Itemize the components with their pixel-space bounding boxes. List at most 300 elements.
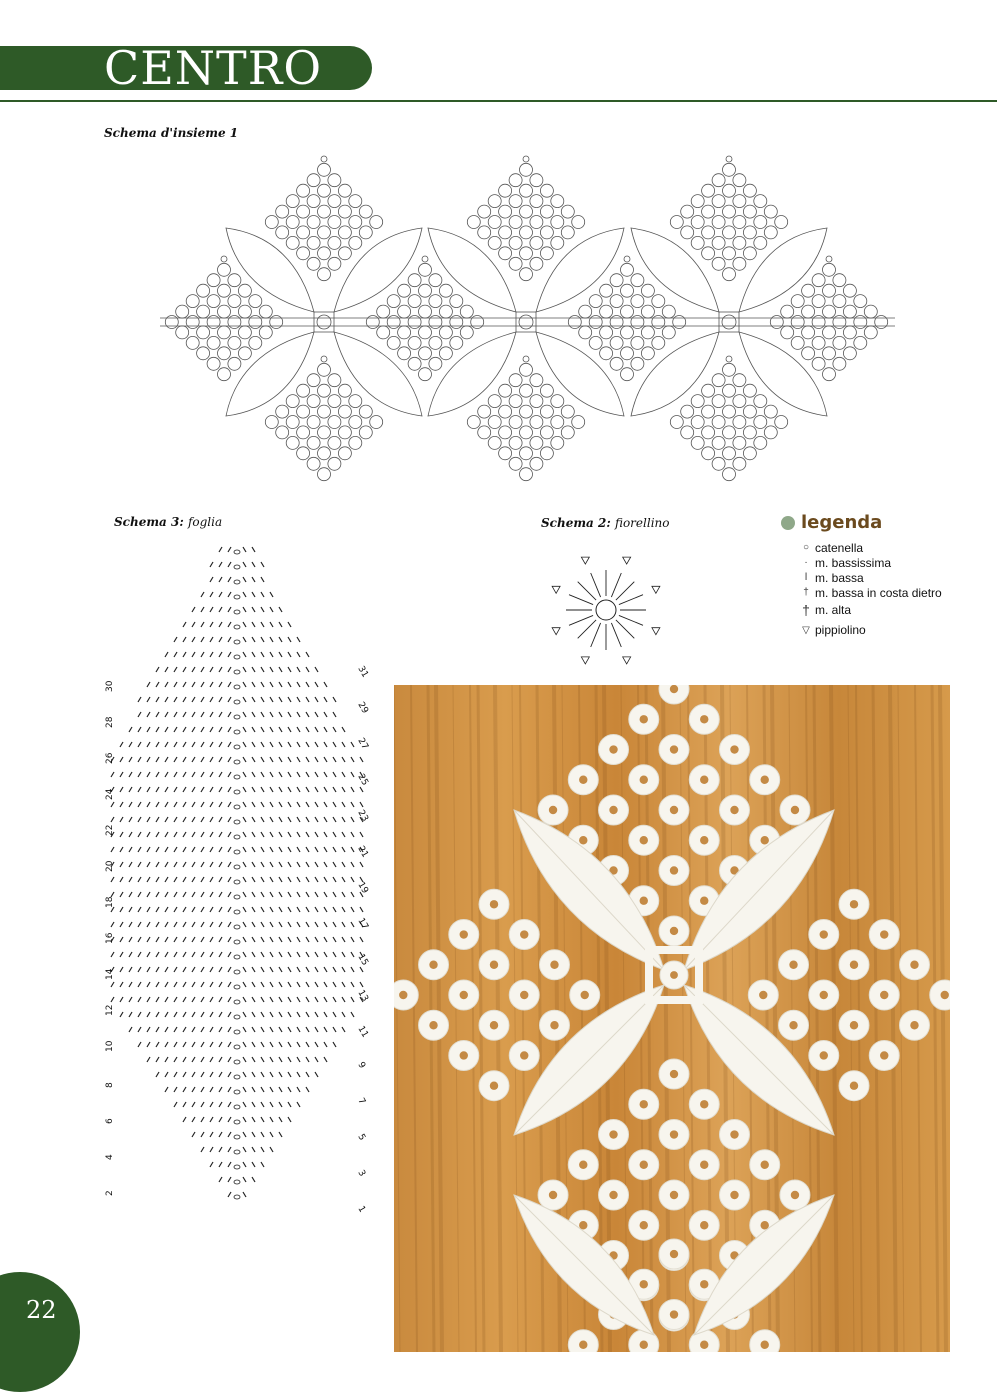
leaf-stitch	[342, 832, 345, 837]
leaf-stitch	[210, 727, 213, 732]
leaf-stitch	[279, 757, 282, 762]
leaf-stitch	[243, 682, 246, 687]
leaf-stitch	[288, 637, 291, 642]
leaf-stitch	[270, 877, 273, 882]
leaf-stitch	[228, 982, 231, 987]
leaf-stitch	[288, 1012, 291, 1017]
leaf-stitch	[210, 1102, 213, 1107]
leaf-stitch	[270, 652, 273, 657]
leaf-stitch	[120, 907, 123, 912]
leaf-stitch	[147, 697, 150, 702]
leaf-chain	[234, 880, 240, 884]
short-bar-icon: ǀ	[804, 572, 808, 583]
leaf-stitch	[120, 952, 123, 957]
leaf-row-number-right: 31	[355, 664, 370, 680]
leaf-stitch	[342, 817, 345, 822]
leaf-stitch	[315, 1072, 318, 1077]
leaf-stitch	[270, 1027, 273, 1032]
leaf-stitch	[306, 997, 309, 1002]
leaf-stitch	[228, 1087, 231, 1092]
leaf-stitch	[288, 667, 291, 672]
leaf-stitch	[147, 922, 150, 927]
leaf-stitch	[360, 802, 363, 807]
legend-title-text: legenda	[801, 512, 883, 533]
lace-flower-hole	[640, 715, 648, 723]
leaf-stitch	[297, 952, 300, 957]
leaf-chain	[234, 1030, 240, 1034]
page-number: 22	[26, 1296, 57, 1324]
leaf-stitch	[252, 952, 255, 957]
lace-flower-hole	[550, 961, 558, 969]
leaf-stitch	[210, 1072, 213, 1077]
leaf-stitch	[111, 847, 114, 852]
leaf-row-number-left: 18	[105, 896, 115, 908]
wood-grain	[831, 685, 837, 1352]
lace-flower-hole	[700, 897, 708, 905]
leaf-stitch	[261, 652, 264, 657]
leaf-stitch	[210, 622, 213, 627]
wood-grain	[873, 685, 879, 1352]
leaf-stitch	[138, 907, 141, 912]
leaf-stitch	[129, 1012, 132, 1017]
leaf-stitch	[192, 982, 195, 987]
leaf-stitch	[138, 967, 141, 972]
leaf-stitch	[219, 802, 222, 807]
leaf-stitch	[165, 802, 168, 807]
leaf-stitch	[183, 1042, 186, 1047]
leaf-stitch	[315, 907, 318, 912]
leaf-stitch	[324, 847, 327, 852]
lace-flower-hole	[910, 1021, 918, 1029]
leaf-stitch	[279, 862, 282, 867]
leaf-chain	[234, 985, 240, 989]
leaf-stitch	[243, 1192, 246, 1197]
leaf-stitch	[129, 802, 132, 807]
leaf-stitch	[324, 952, 327, 957]
flower-stitch	[578, 582, 596, 600]
leaf-stitch	[228, 1102, 231, 1107]
leaf-stitch	[333, 862, 336, 867]
leaf-stitch	[228, 967, 231, 972]
leaf-stitch	[315, 712, 318, 717]
leaf-stitch	[306, 967, 309, 972]
leaf-stitch	[297, 697, 300, 702]
legend-label: m. bassissima	[815, 555, 892, 570]
lace-flower-hole	[640, 1221, 648, 1229]
leaf-stitch	[138, 817, 141, 822]
lace-flower-hole	[609, 1130, 617, 1138]
leaf-stitch	[297, 997, 300, 1002]
leaf-stitch	[333, 787, 336, 792]
leaf-stitch	[210, 757, 213, 762]
leaf-stitch	[138, 712, 141, 717]
leaf-stitch	[342, 892, 345, 897]
leaf-stitch	[252, 637, 255, 642]
leaf-stitch	[201, 712, 204, 717]
leaf-stitch	[156, 1072, 159, 1077]
leaf-stitch	[279, 847, 282, 852]
leaf-stitch	[219, 982, 222, 987]
legend-label: catenella	[815, 540, 864, 555]
oval-icon: ○	[802, 542, 810, 553]
lace-flower-hole	[850, 961, 858, 969]
leaf-stitch	[252, 1177, 255, 1182]
lace-flower-hole	[700, 1280, 708, 1288]
leaf-stitch	[210, 802, 213, 807]
leaf-stitch	[252, 982, 255, 987]
leaf-stitch	[243, 937, 246, 942]
leaf-stitch	[174, 922, 177, 927]
leaf-stitch	[342, 922, 345, 927]
leaf-stitch	[306, 937, 309, 942]
leaf-stitch	[270, 937, 273, 942]
leaf-stitch	[219, 742, 222, 747]
leaf-stitch	[192, 997, 195, 1002]
leaf-stitch	[261, 832, 264, 837]
leaf-stitch	[261, 1147, 264, 1152]
leaf-stitch	[288, 907, 291, 912]
leaf-stitch	[297, 937, 300, 942]
leaf-chain	[234, 970, 240, 974]
leaf-chain	[234, 565, 240, 569]
leaf-stitch	[183, 772, 186, 777]
lace-flower-hole	[761, 1161, 769, 1169]
leaf-stitch	[165, 907, 168, 912]
leaf-stitch	[174, 862, 177, 867]
leaf-stitch	[183, 832, 186, 837]
leaf-stitch	[324, 832, 327, 837]
leaf-stitch	[324, 727, 327, 732]
leaf-stitch	[165, 787, 168, 792]
leaf-row-number-left: 30	[105, 680, 115, 692]
leaf-stitch	[156, 1042, 159, 1047]
leaf-stitch	[219, 1087, 222, 1092]
leaf-stitch	[243, 1027, 246, 1032]
leaf-stitch	[297, 637, 300, 642]
lace-flower-hole	[759, 991, 767, 999]
leaf-stitch	[261, 742, 264, 747]
leaf-stitch	[252, 667, 255, 672]
leaf-stitch	[261, 1162, 264, 1167]
wood-grain	[394, 685, 400, 1352]
leaf-stitch	[297, 892, 300, 897]
flower-stitch	[611, 573, 621, 597]
leaf-stitch	[183, 1102, 186, 1107]
leaf-stitch	[279, 652, 282, 657]
leaf-stitch	[288, 862, 291, 867]
leaf-row-number-right: 7	[355, 1096, 367, 1107]
leaf-stitch	[228, 847, 231, 852]
leaf-stitch	[219, 847, 222, 852]
leaf-stitch	[156, 907, 159, 912]
leaf-stitch	[243, 757, 246, 762]
leaf-stitch	[243, 1102, 246, 1107]
leaf-stitch	[201, 1117, 204, 1122]
leaf-row-number-right: 3	[355, 1168, 367, 1179]
leaf-stitch	[192, 607, 195, 612]
leaf-stitch	[270, 1147, 273, 1152]
leaf-stitch	[360, 907, 363, 912]
leaf-stitch	[228, 652, 231, 657]
leaf-stitch	[306, 1042, 309, 1047]
leaf-stitch	[297, 667, 300, 672]
leaf-stitch	[174, 757, 177, 762]
leaf-stitch	[183, 892, 186, 897]
leaf-stitch	[279, 907, 282, 912]
leaf-stitch	[219, 547, 222, 552]
legend-label: pippiolino	[815, 623, 866, 637]
leaf-stitch	[252, 727, 255, 732]
leaf-stitch	[324, 1012, 327, 1017]
leaf-stitch	[228, 1162, 231, 1167]
leaf-stitch	[192, 712, 195, 717]
leaf-stitch	[306, 1027, 309, 1032]
leaf-stitch	[156, 952, 159, 957]
dot-icon: ·	[804, 557, 808, 568]
leaf-stitch	[111, 952, 114, 957]
leaf-stitch	[156, 922, 159, 927]
leaf-stitch	[201, 1042, 204, 1047]
leaf-stitch	[261, 667, 264, 672]
leaf-row-number-right: 5	[355, 1132, 367, 1143]
leaf-row-number-right: 11	[355, 1024, 370, 1040]
leaf-stitch	[120, 757, 123, 762]
leaf-chain	[234, 1195, 240, 1199]
leaf-stitch	[252, 622, 255, 627]
leaf-stitch	[351, 907, 354, 912]
flower-ring	[596, 600, 616, 620]
leaf-chain	[234, 610, 240, 614]
lace-flower-hole	[670, 1310, 678, 1318]
leaf-stitch	[201, 667, 204, 672]
leaf-stitch	[138, 772, 141, 777]
leaf-stitch	[252, 1057, 255, 1062]
leaf-stitch	[201, 832, 204, 837]
flower-stitch	[611, 623, 621, 647]
leaf-chain	[234, 730, 240, 734]
flower-stitch	[569, 595, 593, 605]
leaf-row-number-left: 8	[105, 1082, 115, 1088]
leaf-chain	[234, 955, 240, 959]
leaf-stitch	[138, 1027, 141, 1032]
leaf-stitch	[243, 892, 246, 897]
leaf-stitch	[201, 802, 204, 807]
leaf-stitch	[219, 937, 222, 942]
leaf-stitch	[228, 1177, 231, 1182]
lace-flower-hole	[640, 836, 648, 844]
leaf-stitch	[192, 1132, 195, 1137]
leaf-stitch	[252, 862, 255, 867]
leaf-stitch	[156, 787, 159, 792]
leaf-stitch	[288, 1027, 291, 1032]
flower-stitch	[569, 615, 593, 625]
leaf-stitch	[261, 892, 264, 897]
leaf-stitch	[270, 982, 273, 987]
leaf-stitch	[210, 1012, 213, 1017]
leaf-stitch	[270, 727, 273, 732]
lace-flower-hole	[579, 836, 587, 844]
leaf-stitch	[228, 952, 231, 957]
leaf-chain	[234, 940, 240, 944]
leaf-stitch	[165, 727, 168, 732]
leaf-stitch	[279, 712, 282, 717]
leaf-stitch	[252, 787, 255, 792]
leaf-stitch	[261, 682, 264, 687]
leaf-stitch	[261, 952, 264, 957]
leaf-stitch	[360, 787, 363, 792]
leaf-stitch	[210, 742, 213, 747]
lace-flower-hole	[820, 991, 828, 999]
leaf-stitch	[252, 592, 255, 597]
leaf-stitch	[315, 1012, 318, 1017]
leaf-stitch	[315, 787, 318, 792]
leaf-stitch	[147, 862, 150, 867]
leaf-stitch	[261, 607, 264, 612]
leaf-row-number-right: 25	[355, 772, 370, 788]
leaf-stitch	[156, 697, 159, 702]
leaf-stitch	[228, 1117, 231, 1122]
leaf-stitch	[192, 772, 195, 777]
leaf-stitch	[120, 802, 123, 807]
leaf-stitch	[192, 1042, 195, 1047]
leaf-stitch	[288, 997, 291, 1002]
leaf-stitch	[270, 1132, 273, 1137]
leaf-stitch	[324, 802, 327, 807]
leaf-stitch	[201, 1132, 204, 1137]
lace-flower-hole	[761, 1341, 769, 1349]
leaf-stitch	[138, 847, 141, 852]
leaf-stitch	[165, 862, 168, 867]
lace-flower-hole	[910, 961, 918, 969]
leaf-stitch	[156, 772, 159, 777]
leaf-stitch	[174, 712, 177, 717]
leaf-stitch	[279, 1057, 282, 1062]
leaf-stitch	[183, 622, 186, 627]
leaf-stitch	[261, 847, 264, 852]
leaf-stitch	[243, 697, 246, 702]
leaf-stitch	[165, 967, 168, 972]
leaf-stitch	[219, 1132, 222, 1137]
leaf-stitch	[201, 727, 204, 732]
leaf-stitch	[192, 922, 195, 927]
leaf-stitch	[147, 847, 150, 852]
leaf-stitch	[324, 757, 327, 762]
leaf-stitch	[147, 952, 150, 957]
leaf-stitch	[360, 862, 363, 867]
leaf-stitch	[351, 877, 354, 882]
leaf-stitch	[138, 892, 141, 897]
leaf-stitch	[243, 562, 246, 567]
leaf-stitch	[192, 757, 195, 762]
leaf-stitch	[129, 772, 132, 777]
leaf-stitch	[165, 697, 168, 702]
leaf-stitch	[243, 922, 246, 927]
leaf-stitch	[156, 937, 159, 942]
leaf-stitch	[147, 967, 150, 972]
leaf-stitch	[279, 787, 282, 792]
lace-flower-hole	[700, 1341, 708, 1349]
lace-flower-hole	[579, 1221, 587, 1229]
leaf-stitch	[138, 997, 141, 1002]
leaf-stitch	[165, 772, 168, 777]
leaf-stitch	[228, 1027, 231, 1032]
leaf-stitch	[288, 712, 291, 717]
leaf-chain	[234, 700, 240, 704]
leaf-stitch	[279, 982, 282, 987]
wood-grain	[470, 685, 476, 1352]
leaf-stitch	[315, 742, 318, 747]
leaf-stitch	[174, 682, 177, 687]
lace-flower-hole	[579, 1341, 587, 1349]
leaf-stitch	[270, 1057, 273, 1062]
leaf-stitch	[120, 817, 123, 822]
leaf-stitch	[120, 967, 123, 972]
leaf-stitch	[333, 772, 336, 777]
leaf-stitch	[333, 757, 336, 762]
leaf-stitch	[333, 952, 336, 957]
leaf-stitch	[270, 1087, 273, 1092]
leaf-stitch	[165, 652, 168, 657]
leaf-stitch	[201, 607, 204, 612]
leaf-stitch	[129, 937, 132, 942]
leaf-stitch	[297, 772, 300, 777]
leaf-stitch	[201, 1147, 204, 1152]
lace-flower-hole	[789, 1021, 797, 1029]
leaf-stitch	[219, 1162, 222, 1167]
leaf-stitch	[252, 607, 255, 612]
leaf-stitch	[252, 652, 255, 657]
leaf-stitch	[261, 1117, 264, 1122]
leaf-stitch	[252, 562, 255, 567]
leaf-stitch	[165, 1042, 168, 1047]
leaf-stitch	[147, 817, 150, 822]
leaf-stitch	[174, 832, 177, 837]
leaf-chain	[234, 625, 240, 629]
leaf-stitch	[342, 907, 345, 912]
leaf-stitch	[174, 907, 177, 912]
leaf-stitch	[219, 832, 222, 837]
leaf-row-number-left: 10	[105, 1040, 115, 1052]
leaf-stitch	[120, 847, 123, 852]
leaf-stitch	[324, 1057, 327, 1062]
leaf-chain	[234, 895, 240, 899]
leaf-stitch	[270, 1012, 273, 1017]
leaf-stitch	[270, 1102, 273, 1107]
leaf-stitch	[174, 1057, 177, 1062]
leaf-stitch	[138, 757, 141, 762]
leaf-stitch	[201, 682, 204, 687]
lace-flower-hole	[579, 1161, 587, 1169]
leaf-stitch	[138, 802, 141, 807]
leaf-stitch	[306, 832, 309, 837]
leaf-stitch	[219, 1042, 222, 1047]
leaf-stitch	[183, 952, 186, 957]
leaf-stitch	[219, 1147, 222, 1152]
leaf-stitch	[306, 1072, 309, 1077]
leaf-stitch	[210, 892, 213, 897]
leaf-chain	[234, 1015, 240, 1019]
leaf-stitch	[111, 817, 114, 822]
leaf-stitch	[192, 1087, 195, 1092]
leaf-stitch	[243, 667, 246, 672]
leaf-stitch	[270, 682, 273, 687]
leaf-stitch	[192, 622, 195, 627]
leaf-stitch	[315, 802, 318, 807]
leaf-stitch	[156, 742, 159, 747]
leaf-stitch	[201, 937, 204, 942]
leaf-stitch	[333, 727, 336, 732]
leaf-stitch	[351, 892, 354, 897]
